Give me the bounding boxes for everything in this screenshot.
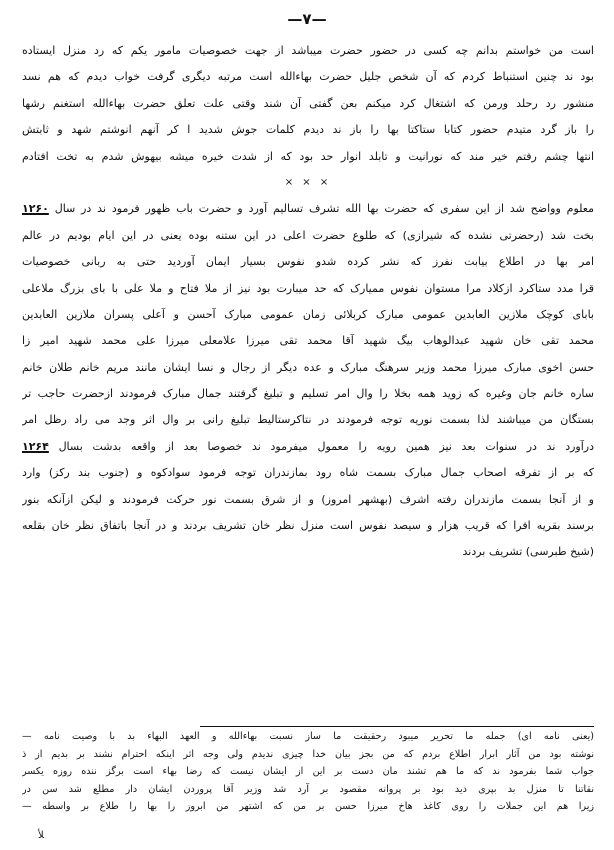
text-line-2: بود ند چنین استنباط کردم که آن شخص جلیل حضرت بهاءالله است مرتبه دیگری گرفت خواب دیدم که هم نسد xyxy=(22,70,594,84)
main-text xyxy=(22,38,594,566)
text-line-3: منشور رد رحلد ورمن که اشتغال کرد میکنم بعن گفتی آن شند وقتی علت تعلق حضرت بهاءالله استغنم رشها xyxy=(22,96,594,110)
year-1264: ١٢۶۴ xyxy=(22,439,49,453)
text-line-14: بستگان من میباشند لذا بسمت نوریه توجه فرمودند در نتاکرستالیط تبلیغ رانی بر وال اثر وجد می راد رظل امر xyxy=(22,413,594,427)
footnote-line-4: نقاتنا تا منزل بد بپری دید بود بر پروانه مقصود بر آرد شد وزیر آقا پروردن ایشان دار مطلع شد سن در xyxy=(22,783,594,795)
text-line-15: درآورد ند در سنوات بعد نیز همین رویه را معمول میفرمود ند خصوصا بعد از واقعه بدشت بسال ١٢۶۴ xyxy=(22,439,594,453)
text-line-4: را باز گرد متیدم حضور کتابا ستاکتا بها را باز ند دیدم کلمات جوش شدید ا کر آنهم انوشتم شهد و ثابتش xyxy=(22,123,594,137)
text-line-5: انتها چشم رفتم خیر مند که نورانیت و تابلد انوار حد بود که از شدت خیره میشه بیهوش شدم به تخت افتادم xyxy=(22,149,594,163)
footnote xyxy=(22,728,594,816)
text-line-8: امر بها در اطلاع بیابت نفرز که نشر کرده شدو نفوس بسیار ایمان آوردید حتی به ربانی خصوصیات xyxy=(22,255,594,269)
text-line-18: برسند بقریه افرا که قریب هزار و سیصد نفوس است منزل نظر خان تشریف بردند و در آنجا باتفاق نظر خان بقلعه xyxy=(22,519,594,533)
text-line-12: حسن اخوی مبارک میرزا محمد وزیر سرهنگ مبارک و عده دیگر از رجال و نسا ایشان مانند مریم خانم طلان خانم xyxy=(22,360,594,374)
text-line-17: و از آنجا بسمت مازندران رفته اشرف (بهشهر امروز) و از شرق بسمت نور حرکت فرمودند و لیکن ازآنکه بنور xyxy=(22,492,594,506)
page-number: —٧— xyxy=(287,10,327,28)
text-line-9: قرا مدد ستاکرد ازکلاد مرا مستوان نفوس ممیارک که حد میبارت بود نیز از ملا فتاح و ملا علی با بای بزرگ ملاعلی xyxy=(22,281,594,295)
footnote-line-2: نوشته بود من آثار ابرار اطلاع بردم که من بجز بیان خدا چیزی ندیدم ولی وجه اثر اینکه احترام نشند بر بدیم از ذ xyxy=(22,748,594,760)
text-line-10: بابای کوچک ملازین العابدین عمومی مبارک کربلائی زمان عمومی مبارک آحسن و آعلی پسران ملازین العابدین xyxy=(22,307,594,321)
footnote-line-1: (یعنی نامه ای) جمله ما تحریر میبود رحقیقت ما ساز نسبت بهاءالله و العهد البهاء بد با وصیت نامه — xyxy=(22,731,594,742)
text-line-19: (شیخ طبرسی) تشریف بردند xyxy=(462,545,594,559)
text-line-1: است من خواستم بدانم چه کسی در حضور حضرت میباشد از جهت خصوصیات مامور یکم که رد منزل ایستاده xyxy=(22,44,594,57)
year-1260: ١٢۶٠ xyxy=(22,202,49,216)
corner-mark: ﻸ xyxy=(38,830,44,841)
text-line-13: ساره خانم جان وغیره که زوید همه بخلا را وال امر تسلیم و تبلیغ گرفتند جمال مبارک فرمودند ازحضرت حاجب تر xyxy=(22,387,594,401)
text-line-11: محمد تقی خان شهید عبدالوهاب بیگ شهید آقا محمد تقی میرزا علامعلی میرزا علی محمد شهید امیر زا xyxy=(22,334,594,348)
section-separator: × × × xyxy=(284,176,332,188)
footnote-line-5: زیرا هم این جملات را روی کاغذ هاخ میرزا حسن بر من که اشتهر من ابروز را بها را طلاع بر واسطه — xyxy=(22,801,594,812)
text-line-7: بخت شد (رحضرتی نشده که شیرازی) که طلوع حضرت اعلی در این ستنه بوده یعنی در این ایام بودیم در عالم xyxy=(22,228,594,242)
footnote-line-3: جواب شما بفرمود ند که ما هم تشند مان دست بر این از ایشان نیست که رضا بهاء است برگز ننده روزه یکسر xyxy=(22,766,594,777)
text-line-6: معلوم وواضح شد از این سفری که حضرت بها الله تشرف تسالیم آورد و حضرت باب ظهور فرمود ند در سال ١٢۶٠ xyxy=(22,202,594,216)
footnote-divider xyxy=(200,726,594,727)
text-line-16: که بر از تفرقه اصحاب جمال مبارک بسمت شاه رود بمازندران توجه فرمود سوادکوه و (جنوب بند رکز) وارد xyxy=(22,466,594,480)
